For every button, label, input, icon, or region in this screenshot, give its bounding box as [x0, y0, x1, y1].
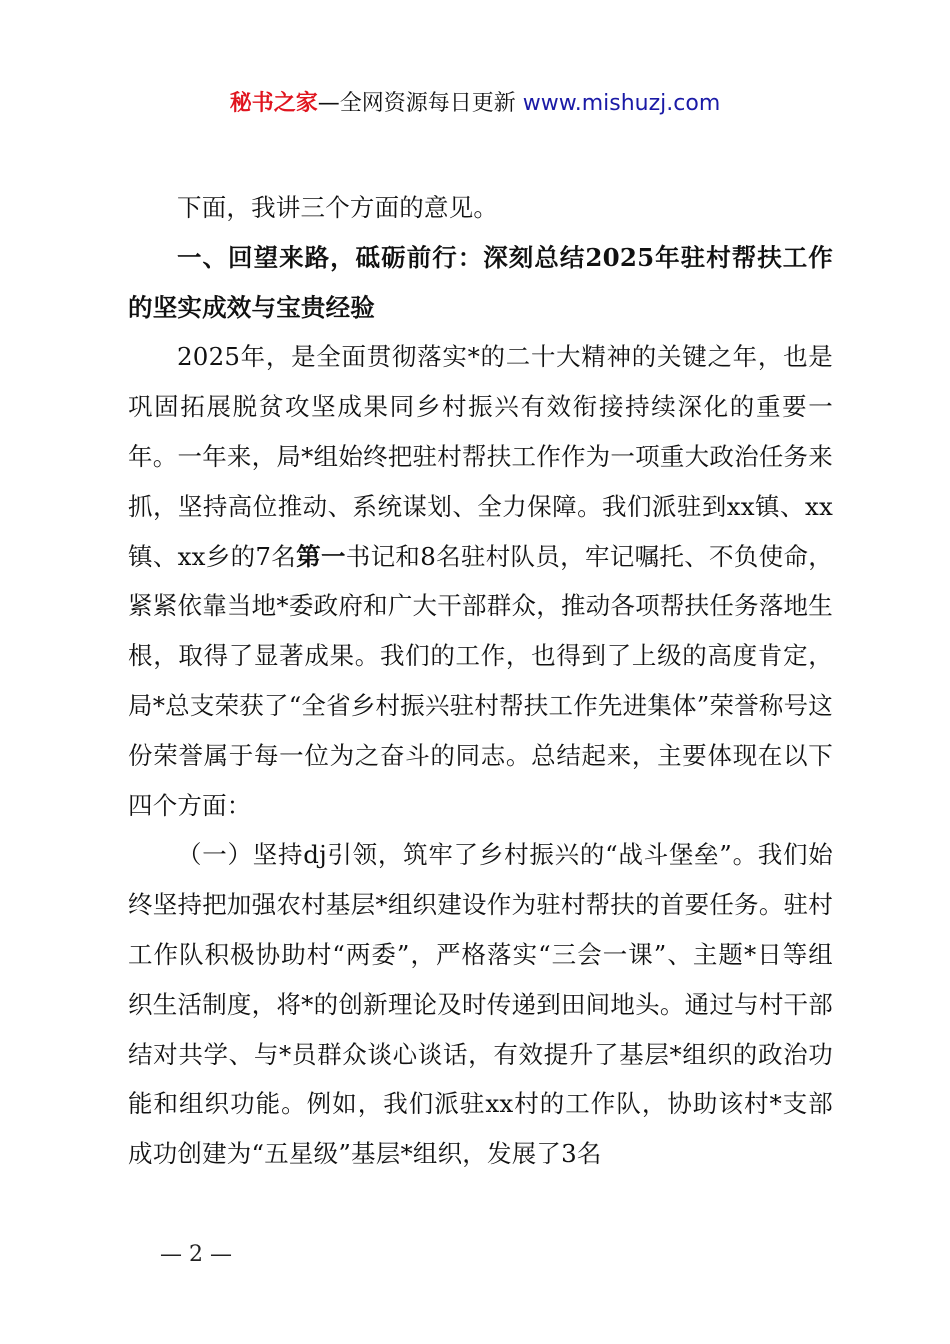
paragraph-summary-part-a: 2025年，是全面贯彻落实*的二十大精神的关键之年，也是巩固拓展脱贫攻坚成果同乡村振兴有效衔接持续深化的重要一年。一年来，局*组始终把驻村帮扶工作作为一项重大政治任务来抓，坚持高位推动、系统谋划、全力保障。我们派驻到xx镇、xx镇、xx乡的7名	[128, 342, 833, 571]
page-number: — 2 —	[160, 1242, 232, 1267]
site-header	[0, 88, 950, 120]
paragraph-point-one: （一）坚持dj引领，筑牢了乡村振兴的“战斗堡垒”。我们始终坚持把加强农村基层*组织建设作为驻村帮扶的首要任务。驻村工作队积极协助村“两委”，严格落实“三会一课”、主题*日等组织生活制度，将*的创新理论及时传递到田间地头。通过与村干部结对共学、与*员群众谈心谈话，有效提升了基层*组织的政治功能和组织功能。例如，我们派驻xx村的工作队，协助该村*支部成功创建为“五星级”基层*组织，发展了3名	[128, 840, 833, 1169]
section-heading-one: 一、回望来路，砥砺前行：深刻总结2025年驻村帮扶工作的坚实成效与宝贵经验	[128, 242, 833, 322]
paragraph-intro: 下面，我讲三个方面的意见。	[177, 193, 499, 222]
header-tagline: —全网资源每日更新	[317, 91, 523, 116]
document-body	[128, 183, 833, 1179]
paragraph-summary-bold: 第一	[296, 541, 346, 571]
paragraph-summary-part-b: 书记和8名驻村队员，牢记嘱托、不负使命，紧紧依靠当地*委政府和广大干部群众，推动各项帮扶任务落地生根，取得了显著成果。我们的工作，也得到了上级的高度肯定，局*总支荣获了“全省乡村振兴驻村帮扶工作先进集体”荣誉称号这份荣誉属于每一位为之奋斗的同志。总结起来，主要体现在以下四个方面：	[128, 541, 834, 820]
site-url-link[interactable]: www.mishuzj.com	[522, 91, 721, 116]
brand-name: 秘书之家	[229, 91, 318, 116]
paragraph-summary	[128, 332, 833, 830]
